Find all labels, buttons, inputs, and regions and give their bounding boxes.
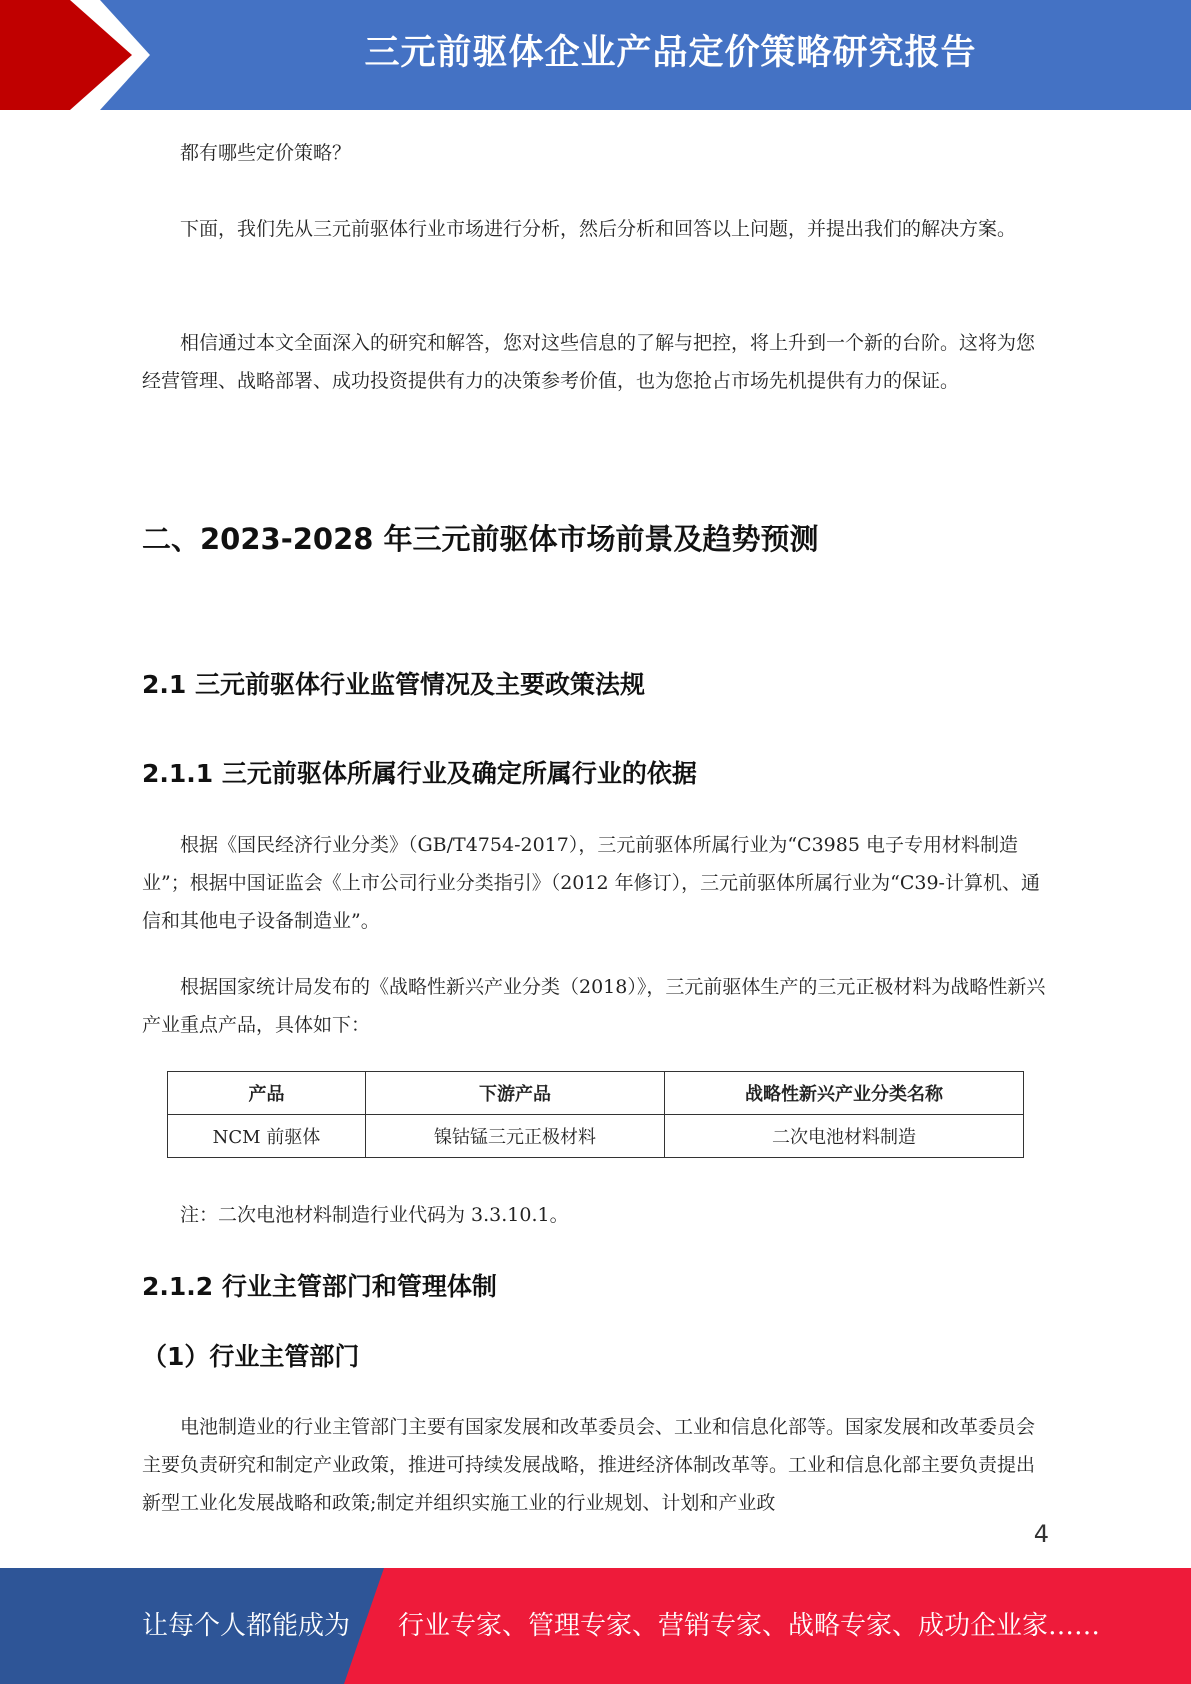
paragraph-strategic-industry: 根据国家统计局发布的《战略性新兴产业分类（2018）》，三元前驱体生产的三元正极材料为战略性新兴产业重点产品，具体如下： bbox=[142, 976, 1046, 1036]
page-header bbox=[0, 0, 1191, 110]
paragraph-note: 注：二次电池材料制造行业代码为 3.3.10.1。 bbox=[180, 1204, 569, 1226]
subsection-heading-2-1-2: 2.1.2 行业主管部门和管理体制 bbox=[142, 1272, 497, 1301]
subsection-heading-authority: （1）行业主管部门 bbox=[142, 1342, 360, 1371]
paragraph-analysis-intro: 下面，我们先从三元前驱体行业市场进行分析，然后分析和回答以上问题，并提出我们的解决方案。 bbox=[180, 218, 1017, 240]
table-cell-product: NCM 前驱体 bbox=[168, 1115, 366, 1158]
table-row bbox=[168, 1115, 1024, 1158]
paragraph-pricing-question: 都有哪些定价策略？ bbox=[180, 142, 352, 164]
page-footer bbox=[0, 1568, 1191, 1684]
paragraph-value-statement: 相信通过本文全面深入的研究和解答，您对这些信息的了解与把控，将上升到一个新的台阶。这将为您经营管理、战略部署、成功投资提供有力的决策参考价值，也为您抢占市场先机提供有力的保证。 bbox=[142, 332, 1036, 392]
subsection-heading-2-1: 2.1 三元前驱体行业监管情况及主要政策法规 bbox=[142, 670, 645, 699]
footer-slogan-right: 行业专家、管理专家、营销专家、战略专家、成功企业家…… bbox=[398, 1611, 1101, 1641]
page-number: 4 bbox=[1033, 1520, 1049, 1548]
footer-slogan-left: 让每个人都能成为 bbox=[142, 1611, 351, 1641]
table-header-category: 战略性新兴产业分类名称 bbox=[665, 1072, 1024, 1115]
table-cell-category: 二次电池材料制造 bbox=[665, 1115, 1024, 1158]
table-cell-downstream: 镍钴锰三元正极材料 bbox=[366, 1115, 665, 1158]
table-header-row bbox=[168, 1072, 1024, 1115]
section-heading-2: 二、2023-2028 年三元前驱体市场前景及趋势预测 bbox=[142, 522, 819, 556]
header-title: 三元前驱体企业产品定价策略研究报告 bbox=[364, 33, 977, 73]
industry-classification-table bbox=[167, 1071, 1024, 1158]
table-header-downstream: 下游产品 bbox=[366, 1072, 665, 1115]
table-header-product: 产品 bbox=[168, 1072, 366, 1115]
subsection-heading-2-1-1: 2.1.1 三元前驱体所属行业及确定所属行业的依据 bbox=[142, 759, 697, 788]
paragraph-authorities: 电池制造业的行业主管部门主要有国家发展和改革委员会、工业和信息化部等。国家发展和改革委员会主要负责研究和制定产业政策，推进可持续发展战略，推进经济体制改革等。工业和信息化部主要负责提出新型工业化发展战略和政策;制定并组织实施工业的行业规划、计划和产业政 bbox=[142, 1416, 1036, 1514]
paragraph-industry-classification: 根据《国民经济行业分类》（GB/T4754-2017），三元前驱体所属行业为“C3985 电子专用材料制造业”；根据中国证监会《上市公司行业分类指引》（2012 年修订），三元前驱体所属行业为“C39-计算机、通信和其他电子设备制造业”。 bbox=[142, 834, 1040, 932]
